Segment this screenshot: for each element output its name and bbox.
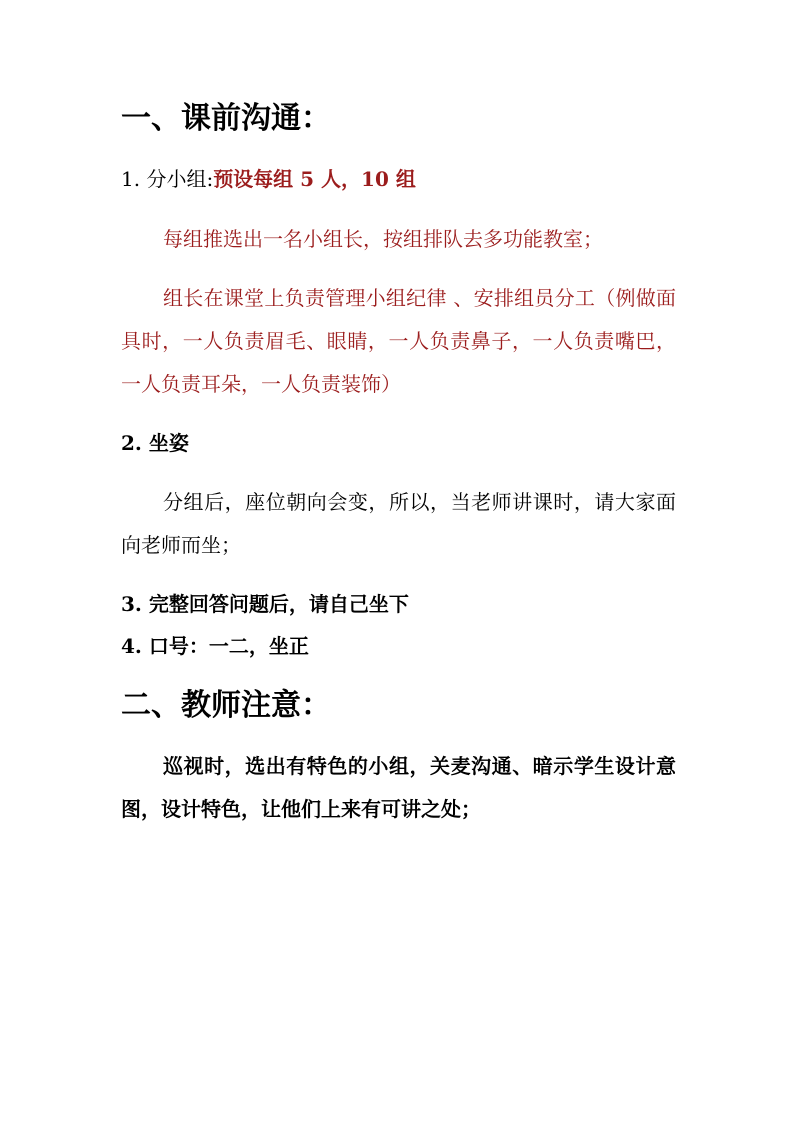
item1-highlight: 预设每组 5 人，10 组 <box>213 167 416 191</box>
item1-paragraph: 组长在课堂上负责管理小组纪律 、安排组员分工（例做面具时，一人负责眉毛、眼睛，一人负责鼻子，一人负责嘴巴，一人负责耳朵，一人负责装饰） <box>121 286 676 396</box>
item1-label: 1. 分小组: <box>121 167 214 191</box>
item1-line2: 每组推选出一名小组长，按组排队去多功能教室； <box>163 227 603 251</box>
section2-paragraph: 巡视时，选出有特色的小组，关麦沟通、暗示学生设计意图，设计特色，让他们上来有可讲之处； <box>121 754 676 821</box>
section2-title: 二、教师注意： <box>121 688 331 723</box>
section1-title: 一、课前沟通： <box>121 101 331 136</box>
item4-line: 4. 口号：一二，坐正 <box>121 634 309 658</box>
item3-line: 3. 完整回答问题后，请自己坐下 <box>121 592 409 616</box>
item2-paragraph: 分组后，座位朝向会变，所以，当老师讲课时，请大家面向老师而坐； <box>121 490 676 557</box>
item2-label: 2. 坐姿 <box>121 431 189 455</box>
item1-line <box>121 166 416 192</box>
